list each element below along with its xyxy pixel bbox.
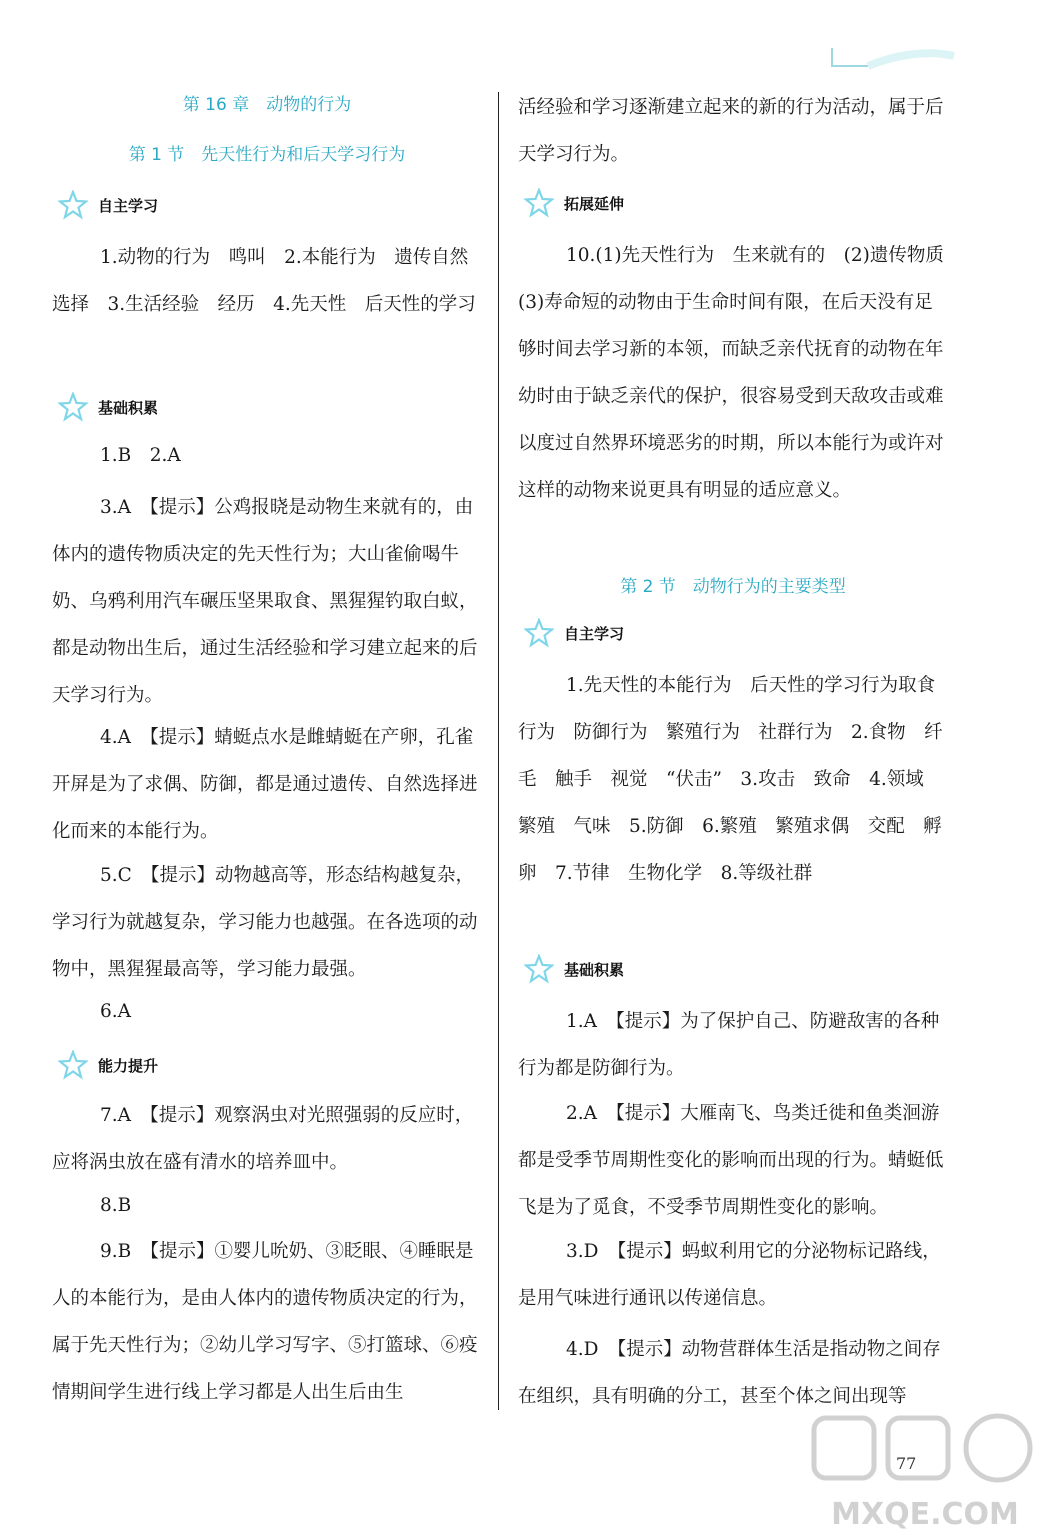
star-icon: [524, 188, 554, 218]
star-icon: [58, 1050, 88, 1080]
page-number: 77: [896, 1454, 917, 1473]
section-label: 自主学习: [98, 196, 159, 215]
star-icon: [58, 190, 88, 220]
answer-paragraph: 7.A 【提示】观察涡虫对光照强弱的反应时，应将涡虫放在盛有清水的培养皿中。: [52, 1105, 474, 1173]
section-label: 能力提升: [98, 1056, 159, 1075]
watermark-logo: [808, 1412, 1042, 1536]
section-label: 基础积累: [564, 960, 625, 979]
section-heading-self-study: [58, 190, 158, 220]
section-title: 第 2 节 动物行为的主要类型: [620, 577, 846, 597]
continued-paragraph: 活经验和学习逐渐建立起来的新的行为活动，属于后天学习行为。: [518, 97, 944, 165]
section-heading-ability: [58, 1050, 158, 1080]
answer-paragraph: 6.A: [100, 1001, 132, 1022]
answer-paragraph: 10.(1)先天性行为 生来就有的 (2)遗传物质 (3)寿命短的动物由于生命时间有限，在后天没有足够时间去学习新的本领，而缺乏亲代抚育的动物在年幼时由于缺乏亲代的保护，很容易受到天敌攻击或难以度过自然界环境恶劣的时期，所以本能行为或许对这样的动物来说更具有明显的适应意义。: [518, 245, 963, 501]
answer-paragraph: 5.C 【提示】动物越高等，形态结构越复杂，学习行为就越复杂，学习能力也越强。在各选项的动物中，黑猩猩最高等，学习能力最强。: [52, 865, 478, 980]
section-label: 自主学习: [564, 624, 625, 643]
star-icon: [58, 392, 88, 422]
section-heading-basics: [58, 392, 158, 422]
section-heading-basics: [524, 954, 624, 984]
corner-decoration: [828, 44, 956, 72]
column-divider: [498, 92, 499, 1410]
section-title: 第 1 节 先天性行为和后天学习行为: [128, 145, 406, 165]
answer-paragraph: 1.先天性的本能行为 后天性的学习行为取食行为 防御行为 繁殖行为 社群行为 2.食物 纤毛 触手 视觉 “伏击” 3.攻击 致命 4.领域 繁殖 气味 5.防御 6.繁殖 繁殖求偶 交配 孵卵 7.节律 生物化学 8.等级社群: [518, 675, 943, 884]
answer-paragraph: 8.B: [100, 1195, 132, 1216]
star-icon: [524, 618, 554, 648]
section-heading-self-study: [524, 618, 624, 648]
answer-paragraph: 4.D 【提示】动物营群体生活是指动物之间存在组织，具有明确的分工，甚至个体之间出现等: [518, 1339, 941, 1407]
answer-paragraph: 4.A 【提示】蜻蜓点水是雌蜻蜓在产卵，孔雀开屏是为了求偶、防御，都是通过遗传、自然选择进化而来的本能行为。: [52, 727, 478, 842]
svg-text:MXQE.COM: MXQE.COM: [831, 1497, 1019, 1532]
answer-paragraph: 1.A 【提示】为了保护自己、防避敌害的各种行为都是防御行为。: [518, 1011, 940, 1079]
section-label: 基础积累: [98, 398, 159, 417]
answer-paragraph: 1.动物的行为 鸣叫 2.本能行为 遗传自然选择 3.生活经验 经历 4.先天性 后天性的学习: [52, 247, 476, 315]
section-heading-extension: [524, 188, 624, 218]
answer-paragraph: 3.D 【提示】蚂蚁利用它的分泌物标记路线，是用气味进行通讯以传递信息。: [518, 1241, 941, 1309]
answer-paragraph: 2.A 【提示】大雁南飞、鸟类迁徙和鱼类洄游都是受季节周期性变化的影响而出现的行为。蜻蜓低飞是为了觅食，不受季节周期性变化的影响。: [518, 1103, 944, 1218]
answer-paragraph: 3.A 【提示】公鸡报晓是动物生来就有的，由体内的遗传物质决定的先天性行为；大山雀偷喝牛奶、乌鸦利用汽车碾压坚果取食、黑猩猩钓取白蚁，都是动物出生后，通过生活经验和学习建立起来的后天学习行为。: [52, 497, 478, 706]
answer-paragraph: 1.B 2.A: [100, 445, 181, 466]
answer-paragraph: 9.B 【提示】①婴儿吮奶、③眨眼、④睡眠是人的本能行为，是由人体内的遗传物质决定的行为，属于先天性行为；②幼儿学习写字、⑤打篮球、⑥疫情期间学生进行线上学习都是人出生后由生: [52, 1241, 478, 1403]
chapter-title: 第 16 章 动物的行为: [182, 95, 352, 115]
star-icon: [524, 954, 554, 984]
section-label: 拓展延伸: [564, 194, 625, 213]
